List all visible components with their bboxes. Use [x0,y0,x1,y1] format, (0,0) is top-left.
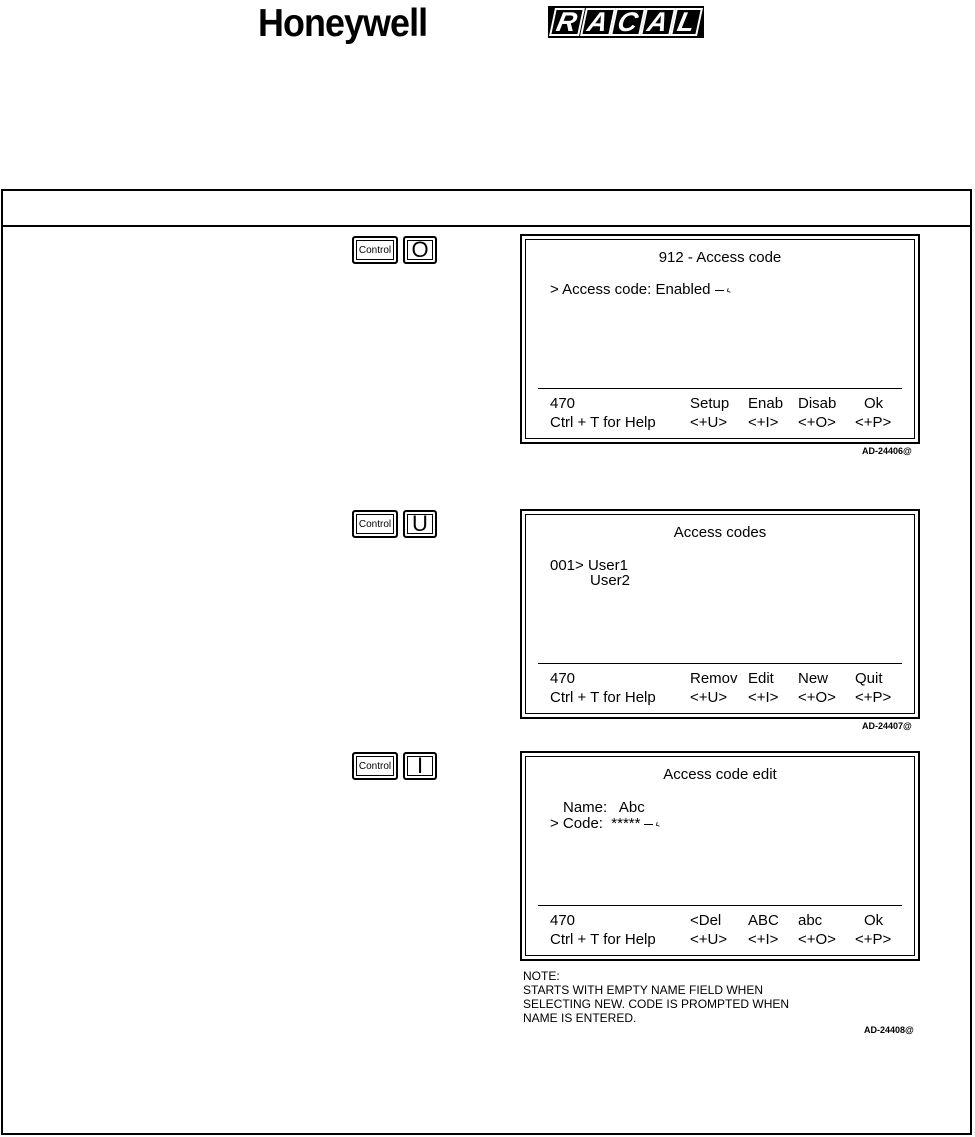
screen-divider [538,905,902,906]
figure-id: AD-24408@ [864,1025,914,1035]
honeywell-logo: Honeywell [258,2,428,45]
softkey-shortcut: <+P> [855,689,892,706]
softkey-shortcut: <+O> [798,931,836,948]
cursor-marker-icon: ‹ [652,816,663,832]
note-line: SELECTING NEW. CODE IS PROMPTED WHEN [523,997,790,1011]
user-list-item: User2 [590,572,631,589]
letter-key-u: U [403,510,437,538]
softkey-shortcut: <+I> [748,689,779,706]
racal-logo [548,6,704,38]
racal-letter: L [670,8,702,36]
key-sequence-step-3 [352,752,437,780]
softkey-label: New [798,670,829,687]
note-block [523,969,789,1025]
cursor-icon [715,290,724,291]
softkey-label: abc [798,912,823,929]
screen-help: Ctrl + T for Help [550,414,656,431]
screen-status: 470 [550,395,576,412]
softkey-shortcut: <+P> [855,414,892,431]
racal-letter: A [580,8,615,36]
control-key: Control [352,236,398,264]
softkey-shortcut: <+O> [798,414,836,431]
softkey-label: ABC [748,912,779,929]
softkey-shortcut: <+U> [690,414,728,431]
softkey-shortcut: <+I> [748,414,779,431]
user-list-item: 001> User1 [550,557,628,574]
screen-access-code-edit [520,751,920,961]
access-code-line: > Access code: Enabled [550,281,711,298]
softkey-label: Ok [864,395,884,412]
softkey-shortcut: <+U> [690,931,728,948]
racal-letter: R [549,8,584,36]
code-field: > Code: ***** [550,815,641,832]
screen-status: 470 [550,670,576,687]
softkey-shortcut: <+O> [798,689,836,706]
cursor-icon [644,824,653,825]
cursor-marker-icon: ‹ [722,282,733,298]
screen-line [550,281,733,298]
softkey-label: Ok [864,912,884,929]
softkey-shortcut: <+U> [690,689,728,706]
letter-key-o: O [403,236,437,264]
screen-access-code [520,234,920,444]
control-key: Control [352,510,398,538]
softkey-label: Quit [855,670,883,687]
figure-id: AD-24407@ [862,721,912,731]
softkey-label: Edit [748,670,774,687]
screen-title: 912 - Access code [658,249,782,266]
table-header-rule [3,225,970,227]
note-line: STARTS WITH EMPTY NAME FIELD WHEN [523,983,764,997]
screen-access-codes [520,509,920,719]
letter-key-i: I [403,752,437,780]
control-key: Control [352,752,398,780]
softkey-label: Setup [690,395,730,412]
screen-divider [538,663,902,664]
note-line: NAME IS ENTERED. [523,1011,637,1025]
key-sequence-step-1 [352,236,437,264]
softkey-label: Enab [748,395,784,412]
softkey-label: Remov [690,670,738,687]
softkey-shortcut: <+I> [748,931,779,948]
racal-letter: C [610,8,645,36]
screen-help: Ctrl + T for Help [550,931,656,948]
name-field: Name: Abc [563,799,645,816]
screen-title: Access codes [673,524,767,541]
code-field-line [550,815,663,832]
figure-id: AD-24406@ [862,446,912,456]
screen-divider [538,388,902,389]
softkey-label: <Del [690,912,722,929]
softkey-shortcut: <+P> [855,931,892,948]
racal-letter: A [640,8,675,36]
note-heading: NOTE: [523,969,560,983]
screen-status: 470 [550,912,576,929]
screen-help: Ctrl + T for Help [550,689,656,706]
softkey-label: Disab [798,395,837,412]
screen-title: Access code edit [663,766,777,783]
key-sequence-step-2 [352,510,437,538]
